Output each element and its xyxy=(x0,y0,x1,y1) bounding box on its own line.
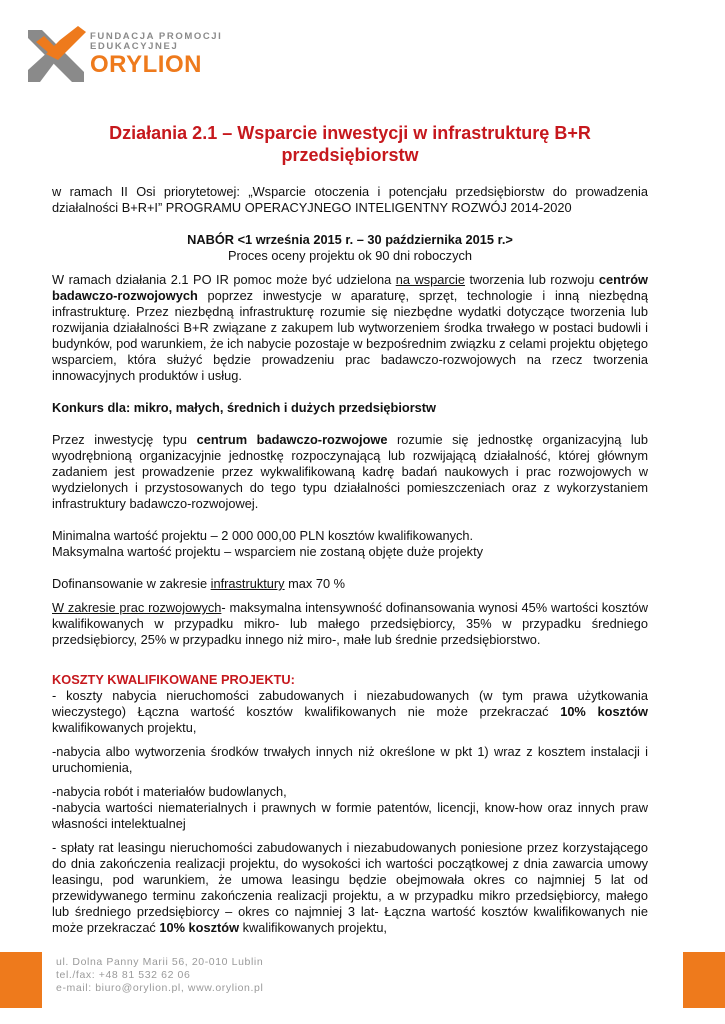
footer-email: e-mail: biuro@orylion.pl, www.orylion.pl xyxy=(56,982,264,994)
p2-text-a: Przez inwestycję typu xyxy=(52,432,197,447)
cost-item-1 xyxy=(52,688,648,736)
logo-brand: ORYLION xyxy=(90,51,202,78)
k5-bold: 10% kosztów xyxy=(159,920,240,935)
cost-item-4: -nabycia wartości niematerialnych i prawnych w formie patentów, licencji, know-how oraz innych praw własności intelektualnej xyxy=(52,800,648,831)
organization-logo xyxy=(22,24,252,86)
document-title: Działania 2.1 – Wsparcie inwestycji w infrastrukturę B+R przedsiębiorstw xyxy=(109,123,591,165)
nabor-dates: NABÓR <1 września 2015 r. – 30 października 2015 r.> xyxy=(187,232,513,247)
dof-underlined: infrastruktury xyxy=(210,576,285,591)
p2-bold: centrum badawczo-rozwojowe xyxy=(196,432,388,447)
footer-accent-right xyxy=(683,952,725,1008)
footer-contact xyxy=(56,956,263,995)
p1-text-c: poprzez inwestycje w aparaturę, sprzęt, technologie i inną niezbędną infrastrukturę. Przez niezbędną infrastrukturę rozumie się niezbędne wydatki dotyczące tworzenia lub rozwijania działalności B+R związane z zakupem lub wytworzeniem środka trwałego w postaci budowli i budynków, pod warunkiem, że ich nabycie pozostaje w bezpośrednim związku z celami projektu objętego wsparciem, która służyć będzie prowadzeniu prac badawczo-rozwojowych na rzecz tworzenia innowacyjnych produktów i usług. xyxy=(52,288,648,383)
funding-infrastructure xyxy=(52,576,648,592)
p2-text-b: rozumie się jednostkę organizacyjną lub wyodrębnioną organizacyjnie jednostkę rozpoczynającą lub rozwijającą działalność, której głównym zadaniem jest prowadzenie przez wykwalifikowaną kadrę badań naukowych i prac rozwojowych w wydzielonych i przystosowanych do tego typu działalności pomieszczeniach oraz z wykorzystaniem infrastruktury badawczo-rozwojowej. xyxy=(52,432,648,511)
cost-item-5 xyxy=(52,840,648,936)
k1-text-b: kwalifikowanych projektu, xyxy=(52,720,197,735)
orylion-logo-icon xyxy=(22,24,88,86)
paragraph-measure-description xyxy=(52,272,648,384)
logo-line-2: EDUKACYJNEJ xyxy=(90,41,179,52)
footer-phone: tel./fax: +48 81 532 62 06 xyxy=(56,969,191,981)
intro-paragraph: w ramach II Osi priorytetowej: „Wsparcie otoczenia i potencjału przedsiębiorstw do prowadzenia działalności B+R+I” PROGRAMU OPERACYJNEGO INTELIGENTNY ROZWÓJ 2014-2020 xyxy=(52,184,648,215)
k5-text-a: - spłaty rat leasingu nieruchomości zabudowanych i niezabudowanych poniesione przez korzystającego do dnia zakończenia realizacji projektu, do wysokości ich wartości początkowej z dnia zawarcia umowy leasingu, pod warunkiem, że umowa leasingu będzie obejmowała okres co najmniej 5 lat od przewidywanego terminu zakończenia realizacji projektu, a w przypadku mikro przedsiębiorcy, małego lub średniego przedsiębiorcy – okres co najmniej 3 lat- Łączna wartość kosztów kwalifikowanych nie może przekraczać xyxy=(52,840,648,935)
p1-bold: centrów badawczo-rozwojowych xyxy=(52,272,648,303)
paragraph-development-funding xyxy=(52,600,648,648)
min-project-value: Minimalna wartość projektu – 2 000 000,00 PLN kosztów kwalifikowanych. xyxy=(52,528,474,543)
page-footer xyxy=(0,952,725,1008)
evaluation-process: Proces oceny projektu ok 90 dni roboczych xyxy=(228,248,472,263)
paragraph-rd-center xyxy=(52,432,648,512)
p3-text-b: - maksymalna intensywność dofinansowania wynosi 45% wartości kosztów kwalifikowanych w przypadku mikro- lub małego przedsiębiorcy, 35% w przypadku średniego przedsiębiorcy, 25% w przypadku innego niż miro-, małe lub średnie przedsiębiorstwo. xyxy=(52,600,648,647)
k5-text-b: kwalifikowanych projektu, xyxy=(239,920,387,935)
k1-text-a: - koszty nabycia nieruchomości zabudowanych i niezabudowanych (w tym prawa użytkowania wieczystego) Łączna wartość kosztów kwalifikowanych nie może przekraczać xyxy=(52,688,648,719)
eligible-costs-heading: KOSZTY KWALIFIKOWANE PROJEKTU: xyxy=(52,672,295,687)
dof-text-b: max 70 % xyxy=(284,576,346,591)
p3-underlined: W zakresie prac rozwojowych xyxy=(52,600,222,615)
p1-text-b: tworzenia lub rozwoju xyxy=(464,272,599,287)
footer-accent-left xyxy=(0,952,42,1008)
p1-underlined: na wsparcie xyxy=(395,272,465,287)
dof-text-a: Dofinansowanie w zakresie xyxy=(52,576,211,591)
p1-text-a: W ramach działania 2.1 PO IR pomoc może być udzielona xyxy=(52,272,396,287)
logo-text xyxy=(90,32,222,77)
cost-item-2: -nabycia albo wytworzenia środków trwałych innych niż określone w pkt 1) wraz z kosztem instalacji i uruchomienia, xyxy=(52,744,648,775)
document-body xyxy=(52,122,648,936)
logo-line-1: FUNDACJA PROMOCJI xyxy=(90,31,223,42)
k1-bold: 10% kosztów xyxy=(560,704,648,719)
footer-address: ul. Dolna Panny Marii 56, 20-010 Lublin xyxy=(56,956,264,968)
contest-heading: Konkurs dla: mikro, małych, średnich i dużych przedsiębiorstw xyxy=(52,400,437,415)
cost-item-3: -nabycia robót i materiałów budowlanych, xyxy=(52,784,287,799)
max-project-value: Maksymalna wartość projektu – wsparciem nie zostaną objęte duże projekty xyxy=(52,544,484,559)
